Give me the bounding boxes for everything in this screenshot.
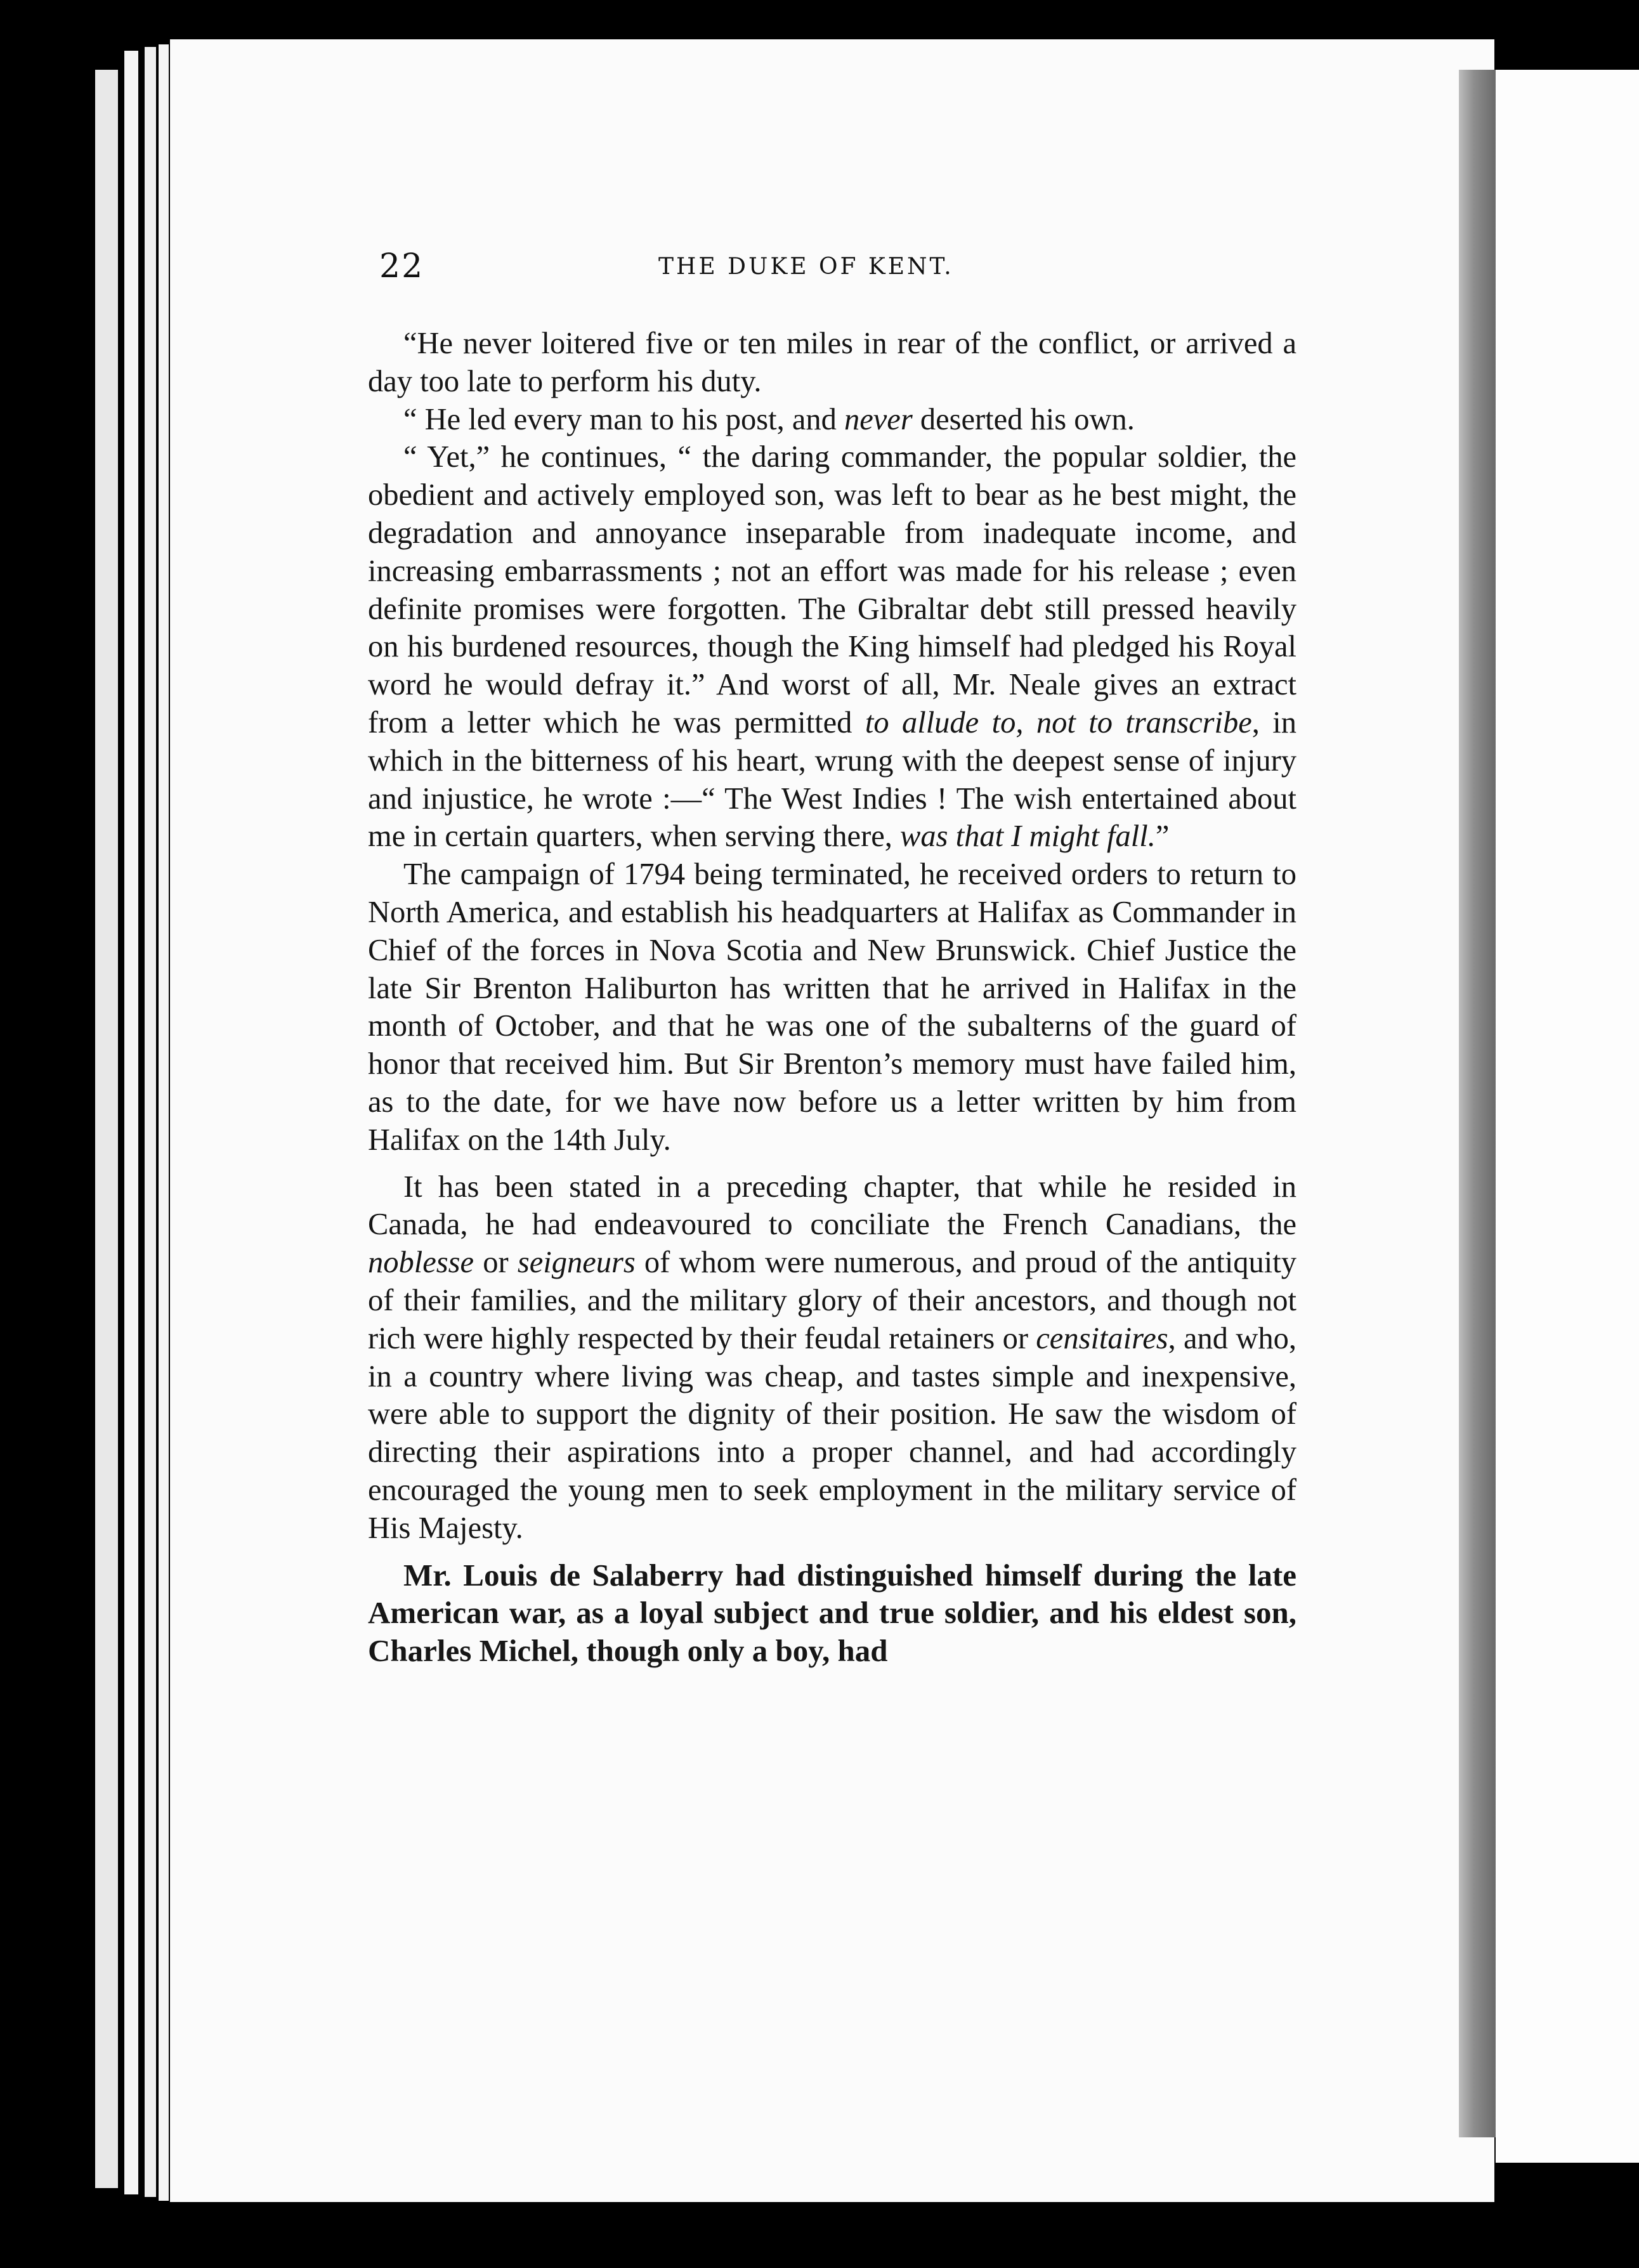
page-gutter — [1459, 70, 1496, 2137]
page-edge — [124, 51, 138, 2194]
italic-text: censitaires — [1036, 1321, 1168, 1355]
text-run: “ Yet,” he continues, “ the daring commander, the popular soldier, the obedient and actively employed son, was left to bear as he best might, the degradation and annoyance inseparable from inadequate income, and increasing embarrassments ; not an effort was made for his release ; even definite promises were forgotten. The Gibraltar debt still pressed heavily on his burdened resources, though the King himself had pledged his Royal word he would defray it.” And worst of all, Mr. Neale gives an extract from a letter which he was permitted — [368, 440, 1296, 740]
page-number: 22 — [379, 247, 424, 285]
paragraph — [368, 325, 1296, 401]
italic-text: seigneurs — [517, 1246, 636, 1280]
page-edge — [95, 70, 118, 2188]
paragraph — [368, 438, 1296, 856]
italic-text: never — [844, 402, 913, 436]
text-run: , and who, in a country where living was cheap, and tastes simple and inexpensive, were able to support the dignity of their position. He saw the wisdom of directing their aspirations into a proper channel, and had accordingly encouraged the young men to seek employment in the military service of His Majesty. — [368, 1321, 1296, 1545]
facing-page-edge — [1496, 70, 1639, 2163]
text-run: It has been stated in a preceding chapter, that while he resided in Canada, he had endeavoured to conciliate the French Canadians, the — [368, 1170, 1296, 1242]
text-run: of whom were numerous, and proud of the antiquity of their families, and the military glory of their ancestors, and though not rich were highly respected by their feudal retainers or — [368, 1246, 1296, 1355]
italic-text: noblesse — [368, 1246, 474, 1280]
text-run: or — [474, 1246, 518, 1280]
italic-text: to allude to, not to transcribe — [865, 705, 1252, 740]
paragraph — [368, 1168, 1296, 1548]
paragraph — [368, 401, 1296, 439]
text-run: “ He led every man to his post, and — [403, 402, 844, 436]
italic-text: was that I might fall. — [900, 819, 1156, 854]
page-edge — [145, 47, 156, 2197]
text-run: deserted his own. — [912, 402, 1135, 436]
text-run: “He never loitered five or ten miles in rear of the conflict, or arrived a day too late to perform his duty. — [368, 327, 1296, 398]
text-run: The campaign of 1794 being terminated, he received orders to return to North America, and establish his headquarters at Halifax as Commander in Chief of the forces in Nova Scotia and New Brunswick. Chief Justice the late Sir Brenton Haliburton has written that he arrived in Halifax in the month of October, and that he was one of the subalterns of the guard of honor that received him. But Sir Brenton’s memory must have failed him, as to the date, for we have now before us a letter written by him from Halifax on the 14th July. — [368, 857, 1296, 1157]
running-title: THE DUKE OF KENT. — [658, 254, 954, 280]
text-run: Mr. Louis de Salaberry had distinguished himself during the late American war, as a loyal subject and true soldier, and his eldest son, Charles Michel, though only a boy, had — [368, 1557, 1296, 1669]
page-edge — [159, 44, 169, 2201]
paragraph — [368, 1556, 1296, 1670]
text-run: ” — [1155, 819, 1170, 854]
text-run: , in which in the bitterness of his heart, wrung with the deepest sense of injury and injustice, he wrote :—“ The West Indies ! The wish entertained about me in certain quarters, when serving there, — [368, 705, 1296, 854]
running-head — [379, 247, 1305, 292]
body-text — [368, 325, 1296, 1670]
paragraph — [368, 856, 1296, 1159]
